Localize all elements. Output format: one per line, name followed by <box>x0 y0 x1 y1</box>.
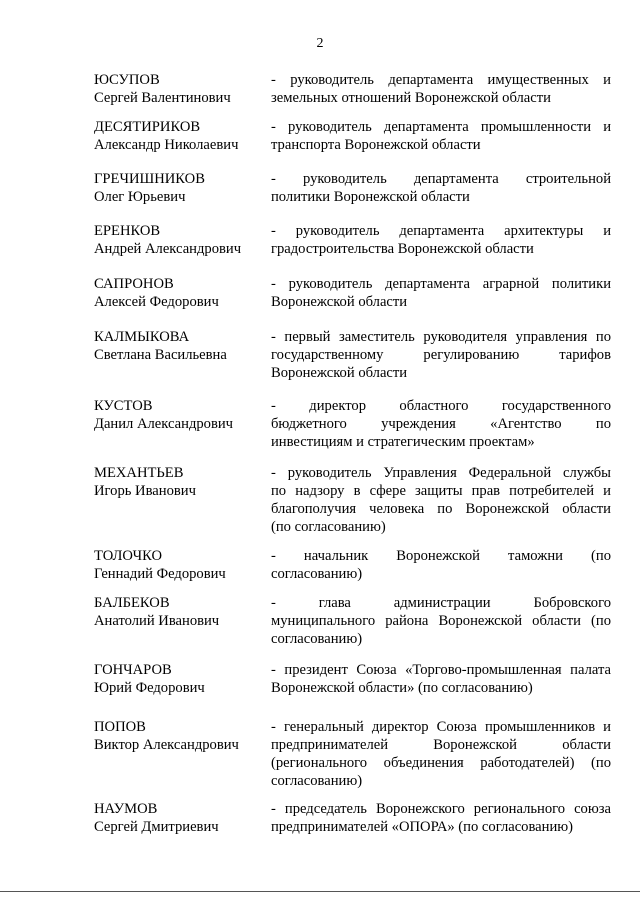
member-position <box>271 800 611 836</box>
member-position <box>271 118 611 154</box>
position-line: Воронежской области <box>271 365 408 381</box>
member-position <box>271 275 611 311</box>
member-position <box>271 547 611 583</box>
member-given-names: Данил Александрович <box>94 416 234 432</box>
member-name <box>94 222 264 258</box>
member-name <box>94 328 264 364</box>
member-name <box>94 71 264 107</box>
page-bottom-edge <box>0 891 640 892</box>
member-name <box>94 718 264 754</box>
member-given-names: Юрий Федорович <box>94 680 205 696</box>
position-line: земельных отношений Воронежской области <box>271 90 551 106</box>
member-surname: БАЛБЕКОВ <box>94 595 170 611</box>
member-name <box>94 547 264 583</box>
position-line: Воронежской области <box>271 294 408 310</box>
position-line: транспорта Воронежской области <box>271 137 481 153</box>
position-line: предпринимателей Воронежской области <box>271 737 611 753</box>
position-line: согласованию) <box>271 773 363 789</box>
position-line: градостроительства Воронежской области <box>271 241 534 257</box>
member-position <box>271 661 611 697</box>
member-given-names: Игорь Иванович <box>94 483 196 499</box>
position-line: - глава администрации Бобровского <box>271 595 611 611</box>
position-line: муниципального района Воронежской области (по <box>271 613 611 629</box>
member-name <box>94 464 264 500</box>
member-given-names: Виктор Александрович <box>94 737 239 753</box>
position-line: предпринимателей «ОПОРА» (по согласованию) <box>271 819 574 835</box>
position-line: бюджетного учреждения «Агентство по <box>271 416 611 432</box>
member-name <box>94 594 264 630</box>
member-position <box>271 170 611 206</box>
member-surname: ГРЕЧИШНИКОВ <box>94 171 205 187</box>
member-surname: НАУМОВ <box>94 801 158 817</box>
position-line: (регионального объединения работодателей) (по <box>271 755 611 771</box>
member-given-names: Светлана Васильевна <box>94 347 227 363</box>
member-position <box>271 328 611 382</box>
member-surname: КУСТОВ <box>94 398 153 414</box>
position-line: благополучия человека по Воронежской области <box>271 501 611 517</box>
member-position <box>271 222 611 258</box>
position-line: - начальник Воронежской таможни (по <box>271 548 611 564</box>
position-line: - руководитель департамента аграрной политики <box>271 276 611 292</box>
position-line: - генеральный директор Союза промышленников и <box>271 719 611 735</box>
position-line: - первый заместитель руководителя управления по <box>271 329 611 345</box>
member-surname: ДЕСЯТИРИКОВ <box>94 119 201 135</box>
position-line: согласованию) <box>271 566 363 582</box>
position-line: - руководитель департамента промышленности и <box>271 119 611 135</box>
position-line: согласованию) <box>271 631 363 647</box>
member-surname: САПРОНОВ <box>94 276 174 292</box>
member-position <box>271 71 611 107</box>
member-name <box>94 800 264 836</box>
member-name <box>94 170 264 206</box>
position-line: Воронежской области» (по согласованию) <box>271 680 533 696</box>
member-given-names: Сергей Валентинович <box>94 90 231 106</box>
member-position <box>271 718 611 790</box>
position-line: (по согласованию) <box>271 519 386 535</box>
member-name <box>94 397 264 433</box>
member-given-names: Андрей Александрович <box>94 241 242 257</box>
page-number: 2 <box>316 36 324 51</box>
member-given-names: Сергей Дмитриевич <box>94 819 219 835</box>
member-name <box>94 275 264 311</box>
position-line: - руководитель департамента архитектуры и <box>271 223 611 239</box>
member-position <box>271 397 611 451</box>
position-line: государственному регулированию тарифов <box>271 347 611 363</box>
member-name <box>94 661 264 697</box>
position-line: - председатель Воронежского регионального союза <box>271 801 611 817</box>
member-given-names: Анатолий Иванович <box>94 613 220 629</box>
position-line: инвестициям и стратегическим проектам» <box>271 434 535 450</box>
member-given-names: Олег Юрьевич <box>94 189 186 205</box>
member-surname: МЕХАНТЬЕВ <box>94 465 184 481</box>
member-surname: ГОНЧАРОВ <box>94 662 172 678</box>
member-name <box>94 118 264 154</box>
member-surname: ЕРЕНКОВ <box>94 223 161 239</box>
member-position <box>271 594 611 648</box>
member-given-names: Александр Николаевич <box>94 137 239 153</box>
member-given-names: Алексей Федорович <box>94 294 219 310</box>
member-surname: ЮСУПОВ <box>94 72 160 88</box>
position-line: политики Воронежской области <box>271 189 470 205</box>
member-given-names: Геннадий Федорович <box>94 566 226 582</box>
member-surname: КАЛМЫКОВА <box>94 329 190 345</box>
member-surname: ПОПОВ <box>94 719 146 735</box>
position-line: - руководитель департамента имущественных и <box>271 72 611 88</box>
position-line: - руководитель департамента строительной <box>271 171 611 187</box>
member-position <box>271 464 611 536</box>
position-line: по надзору в сфере защиты прав потребителей и <box>271 483 611 499</box>
position-line: - президент Союза «Торгово-промышленная палата <box>271 662 611 678</box>
member-surname: ТОЛОЧКО <box>94 548 163 564</box>
position-line: - руководитель Управления Федеральной службы <box>271 465 611 481</box>
position-line: - директор областного государственного <box>271 398 611 414</box>
